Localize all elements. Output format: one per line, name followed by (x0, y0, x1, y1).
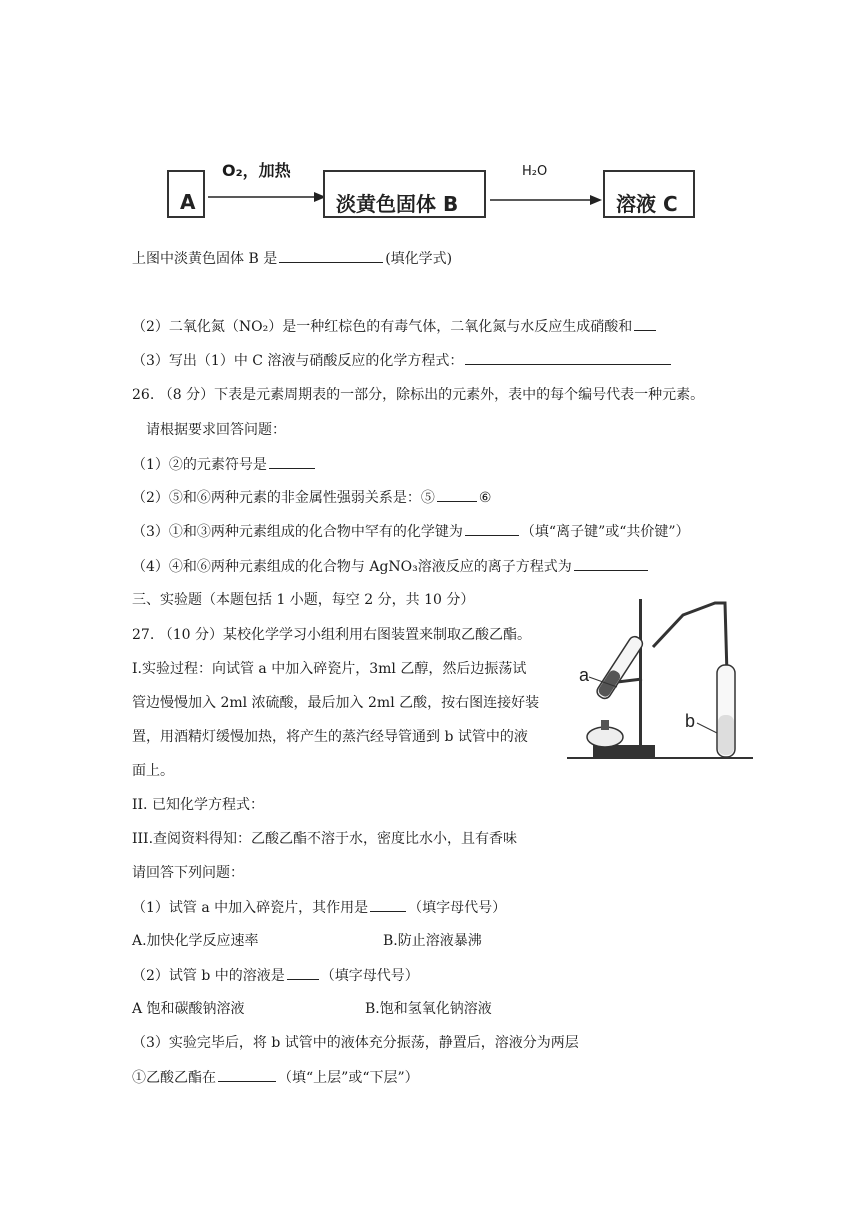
arrow2-label: H₂O (522, 164, 548, 179)
label-a: a (579, 665, 590, 685)
q25-line1: 上图中淡黄色固体 B 是 (填化学式) (132, 248, 452, 269)
answer-blank[interactable] (465, 350, 671, 365)
q27-proc4: 面上。 (132, 763, 174, 779)
q27-ask: 请回答下列问题： (132, 865, 244, 881)
q27-s1-option-a: A.加快化学反应速率 (132, 933, 259, 949)
answer-blank[interactable] (370, 897, 406, 912)
answer-blank[interactable] (218, 1067, 276, 1082)
answer-blank[interactable] (269, 454, 315, 469)
q27-s1: （1）试管 a 中加入碎瓷片，其作用是 （填字母代号） (132, 897, 506, 918)
section3-heading: 三、实验题（本题包括 1 小题，每空 2 分，共 10 分） (132, 592, 475, 608)
q25-line3: （3）写出（1）中 C 溶液与硝酸反应的化学方程式： (132, 350, 673, 371)
arrow1-label: O₂，加热 (222, 161, 291, 180)
arrow1 (208, 190, 328, 204)
q26-intro2: 请根据要求回答问题： (146, 422, 286, 438)
answer-blank[interactable] (634, 316, 656, 331)
q27-proc2: 管边慢慢加入 2ml 浓硫酸，最后加入 2ml 乙酸，按右图连接好装 (132, 695, 540, 711)
q27-proc3: 置，用酒精灯缓慢加热，将产生的蒸汽经导管通到 b 试管中的液 (132, 729, 528, 745)
q26-p2: （2）⑤和⑥两种元素的非金属性强弱关系是：⑤ ⑥ (132, 487, 491, 508)
q27-s2: （2）试管 b 中的溶液是 （填字母代号） (132, 965, 419, 986)
q26-intro: 26. （8 分）下表是元素周期表的一部分，除标出的元素外，表中的每个编号代表一种元素。 (132, 387, 705, 403)
answer-blank[interactable] (437, 487, 477, 502)
q27-s2-option-a: A 饱和碳酸钠溶液 (132, 1001, 245, 1017)
answer-blank[interactable] (465, 521, 519, 536)
q26-p4: （4）④和⑥两种元素组成的化合物与 AgNO₃溶液反应的离子方程式为 (132, 556, 650, 577)
q27-s1-option-b: B.防止溶液暴沸 (383, 933, 482, 949)
q27-intro: 27. （10 分）某校化学学习小组利用右图装置来制取乙酸乙酯。 (132, 627, 531, 643)
box-a-label: A (180, 190, 196, 214)
apparatus-diagram (565, 595, 755, 770)
label-b: b (685, 711, 696, 731)
box-b-label: 淡黄色固体 B (336, 192, 459, 216)
q27-proc1: I.实验过程：向试管 a 中加入碎瓷片，3ml 乙醇，然后边振荡试 (132, 661, 527, 677)
answer-blank[interactable] (287, 965, 319, 980)
q25-line2: （2）二氧化氮（NO₂）是一种红棕色的有毒气体，二氧化氮与水反应生成硝酸和 (132, 316, 658, 337)
q27-iii: III.查阅资料得知：乙酸乙酯不溶于水，密度比水小，且有香味 (132, 831, 518, 847)
q26-p1: （1）②的元素符号是 (132, 454, 317, 475)
q27-s3-1: ①乙酸乙酯在 （填“上层”或“下层”） (132, 1067, 419, 1088)
q26-p3: （3）①和③两种元素组成的化合物中罕有的化学键为 （填“离子键”或“共价键”） (132, 521, 690, 542)
box-c-label: 溶液 C (616, 192, 678, 216)
answer-blank[interactable] (279, 248, 383, 263)
q27-ii: II. 已知化学方程式： (132, 797, 264, 813)
arrow2 (490, 193, 602, 207)
answer-blank[interactable] (574, 556, 648, 571)
q27-s2-option-b: B.饱和氢氧化钠溶液 (365, 1001, 492, 1017)
q27-s3: （3）实验完毕后，将 b 试管中的液体充分振荡，静置后，溶液分为两层 (132, 1035, 579, 1051)
